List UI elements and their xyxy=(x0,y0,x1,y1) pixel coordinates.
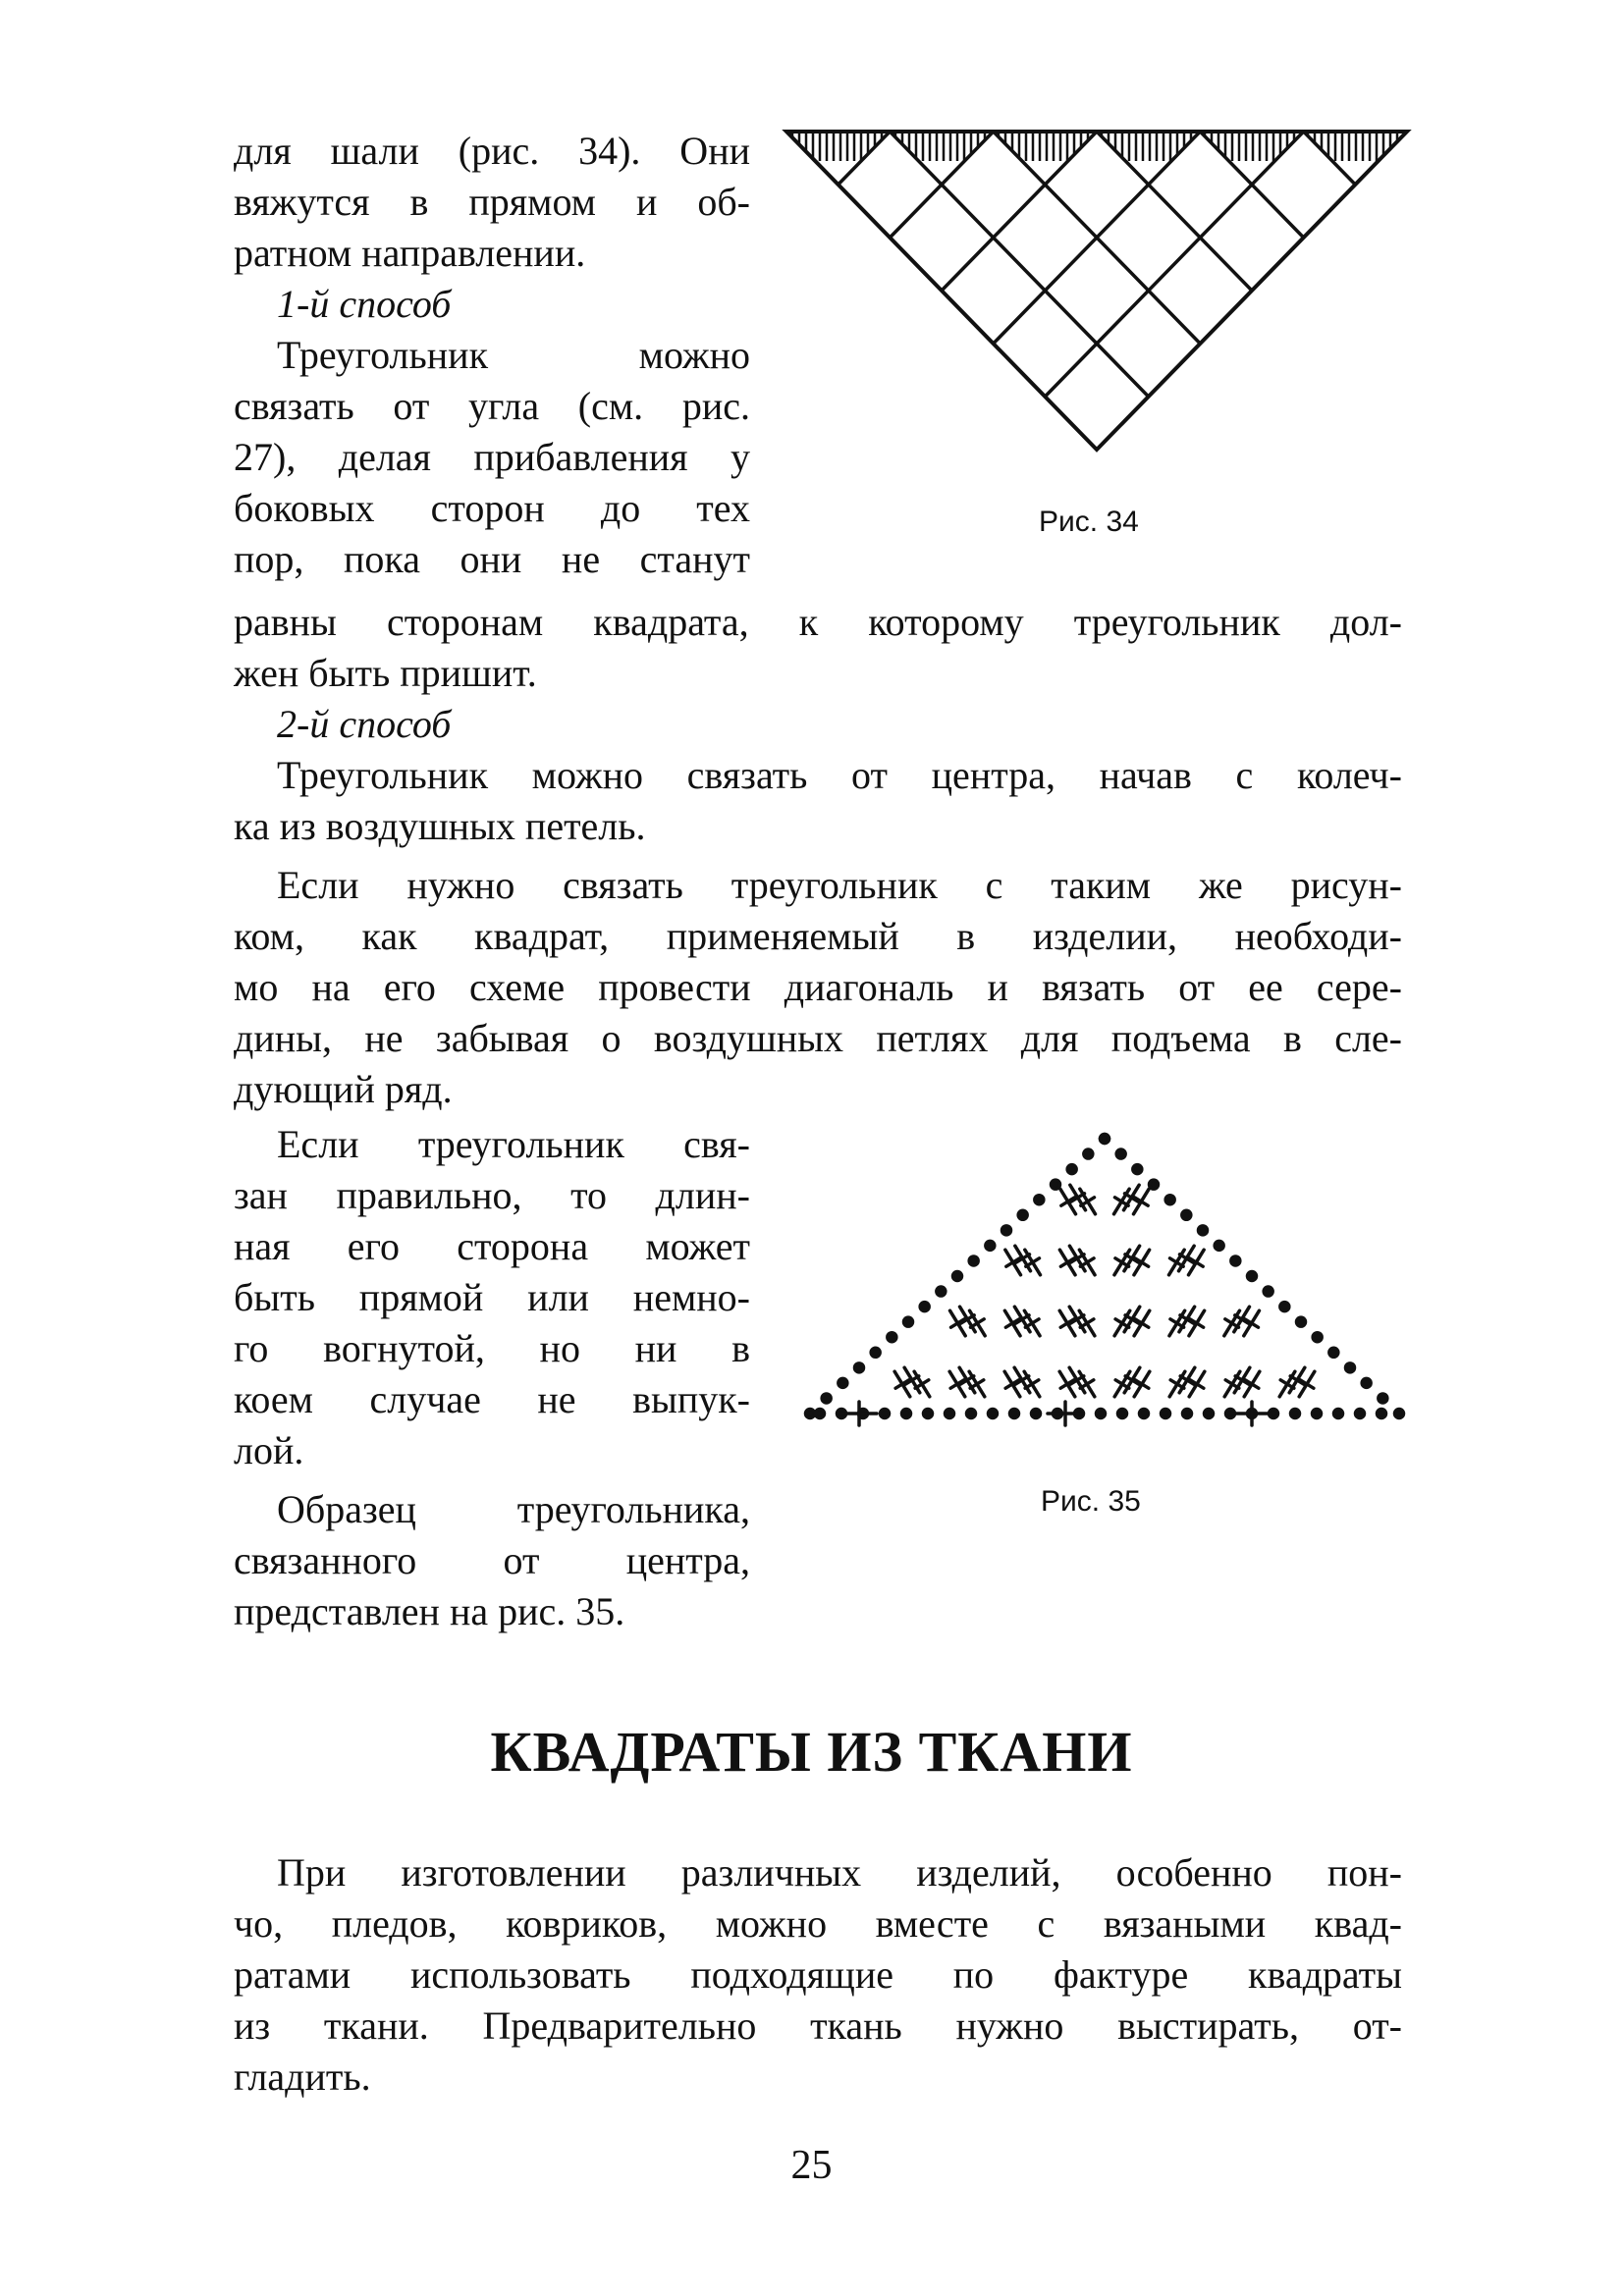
chain-stitch-dot xyxy=(1183,1410,1192,1418)
chain-stitch-dot xyxy=(1378,1410,1386,1418)
chain-stitch-dot xyxy=(1231,1256,1240,1265)
text-line: Если треугольник свя- xyxy=(277,1122,750,1166)
chain-stitch-dot xyxy=(1379,1394,1387,1403)
chain-stitch-dot xyxy=(924,1410,933,1418)
chain-stitch-dot xyxy=(1018,1210,1027,1219)
chain-stitch-dot xyxy=(1067,1165,1076,1174)
chain-stitch-dot xyxy=(1264,1287,1272,1296)
text-line: Треугольник можно xyxy=(277,333,750,377)
chain-stitch-dot xyxy=(1356,1410,1365,1418)
chain-stitch-dot xyxy=(1182,1210,1191,1219)
text-line: ратном направлении. xyxy=(234,231,586,275)
text-line: Если нужно связать треугольник с таким же рисун- xyxy=(277,863,1402,907)
text-line: гладить. xyxy=(234,2055,371,2099)
figure-34-shawl-diagram xyxy=(781,126,1419,508)
text-line: ратами использовать подходящие по фактуре квадраты xyxy=(234,1952,1402,1997)
chain-stitch-dot xyxy=(1280,1303,1289,1311)
chain-stitch-dot xyxy=(1205,1410,1214,1418)
chain-stitch-dot xyxy=(1199,1226,1208,1235)
chain-stitch-dot xyxy=(1248,1272,1257,1281)
grid-line xyxy=(1045,132,1303,397)
text-line: 27), делая прибавления у xyxy=(234,435,750,479)
chain-stitch-dot xyxy=(806,1410,815,1418)
text-line: ка из воздушных петель. xyxy=(234,804,646,848)
text-line: представлен на рис. 35. xyxy=(234,1589,625,1633)
text-line: дины, не забывая о воздушных петлях для подъема в сле- xyxy=(234,1016,1402,1060)
chain-stitch-dot xyxy=(1035,1196,1044,1204)
chain-stitch-dot xyxy=(881,1410,890,1418)
text-line: боковых сторон до тех xyxy=(234,486,750,530)
chain-stitch-dot xyxy=(902,1410,911,1418)
chain-stitch-dot xyxy=(1097,1410,1106,1418)
text-line: вяжутся в прямом и об- xyxy=(234,180,750,224)
method-2-title: 2-й способ xyxy=(277,702,452,746)
chain-stitch-dot xyxy=(969,1256,978,1265)
text-line: Треугольник можно связать от центра, начав с колеч- xyxy=(277,753,1402,797)
page-number: 25 xyxy=(790,2143,833,2188)
chain-stitch-dot xyxy=(1002,1226,1011,1235)
chain-stitch-dot xyxy=(1395,1410,1404,1418)
chain-stitch-dot xyxy=(1165,1196,1174,1204)
chain-stitch-dot xyxy=(946,1410,954,1418)
chain-stitch-dot xyxy=(855,1363,864,1372)
chain-stitch-dot xyxy=(839,1378,847,1387)
chain-stitch-dot xyxy=(989,1410,998,1418)
text-line: чо, пледов, ковриков, можно вместе с вязаными квад- xyxy=(234,1901,1402,1946)
chain-stitch-dot xyxy=(1297,1317,1306,1326)
figure-35-caption: Рис. 35 xyxy=(1041,1485,1141,1518)
chain-stitch-dot xyxy=(904,1317,913,1326)
text-line: равны сторонам квадрата, к которому треугольник дол- xyxy=(234,600,1402,644)
chain-stitch-dot xyxy=(871,1348,880,1357)
chain-stitch-dot xyxy=(986,1241,995,1250)
chain-stitch-dot xyxy=(1291,1410,1300,1418)
grid-line xyxy=(1097,132,1252,291)
text-line: ком, как квадрат, применяемый в изделии, необходи- xyxy=(234,914,1402,958)
chain-stitch-dot xyxy=(1215,1241,1223,1250)
chain-stitch-dot xyxy=(822,1394,831,1403)
chain-stitch-dot xyxy=(1118,1410,1127,1418)
chain-stitch-dot xyxy=(888,1333,896,1342)
text-line: Образец треугольника, xyxy=(277,1487,750,1531)
text-line: дующий ряд. xyxy=(234,1067,453,1111)
text-line: зан правильно, то длин- xyxy=(234,1173,750,1217)
method-1-title: 1-й способ xyxy=(277,282,452,326)
text-line: быть прямой или немно- xyxy=(234,1275,750,1319)
chain-stitch-dot xyxy=(1162,1410,1170,1418)
text-line: из ткани. Предварительно ткань нужно выстирать, от- xyxy=(234,2003,1402,2048)
chain-stitch-dot xyxy=(1052,1180,1060,1189)
chain-stitch-dot xyxy=(1329,1348,1338,1357)
chain-stitch-dot xyxy=(1084,1149,1093,1158)
text-line: мо на его схеме провести диагональ и вязать от ее сере- xyxy=(234,965,1402,1009)
chain-stitch-dot xyxy=(1150,1180,1159,1189)
chain-stitch-dot xyxy=(937,1287,946,1296)
text-line: пор, пока они не станут xyxy=(234,537,750,581)
chain-stitch-dot xyxy=(1313,1333,1322,1342)
text-line: связанного от центра, xyxy=(234,1538,750,1582)
chain-stitch-dot xyxy=(1334,1410,1343,1418)
chain-stitch-dot xyxy=(920,1303,929,1311)
chain-stitch-dot xyxy=(1313,1410,1322,1418)
chain-stitch-dot xyxy=(1010,1410,1019,1418)
figure-35-crochet-chart xyxy=(785,1119,1424,1453)
section-heading: КВАДРАТЫ ИЗ ТКАНИ xyxy=(490,1720,1133,1784)
grid-line xyxy=(839,132,891,185)
grid-line xyxy=(890,132,1148,397)
chain-stitch-dot xyxy=(1116,1149,1125,1158)
text-line: лой. xyxy=(234,1428,304,1472)
text-line: для шали (рис. 34). Они xyxy=(234,129,750,173)
chain-stitch-dot xyxy=(1133,1165,1142,1174)
chain-stitch-dot xyxy=(1101,1135,1109,1144)
chain-stitch-dot xyxy=(1346,1363,1355,1372)
figure-34-caption: Рис. 34 xyxy=(1039,506,1139,538)
chain-stitch-dot xyxy=(967,1410,976,1418)
chain-stitch-dot xyxy=(1032,1410,1041,1418)
text-line: жен быть пришит. xyxy=(234,651,537,695)
chain-stitch-dot xyxy=(953,1272,962,1281)
chain-stitch-dot xyxy=(1362,1378,1371,1387)
text-line: коем случае не выпук- xyxy=(234,1377,750,1421)
text-line: го вогнутой, но ни в xyxy=(234,1326,750,1370)
text-line: связать от угла (см. рис. xyxy=(234,384,750,428)
text-line: ная его сторона может xyxy=(234,1224,750,1268)
text-line: При изготовлении различных изделий, особенно пон- xyxy=(277,1850,1402,1895)
chain-stitch-dot xyxy=(816,1410,825,1418)
chain-stitch-dot xyxy=(1140,1410,1149,1418)
